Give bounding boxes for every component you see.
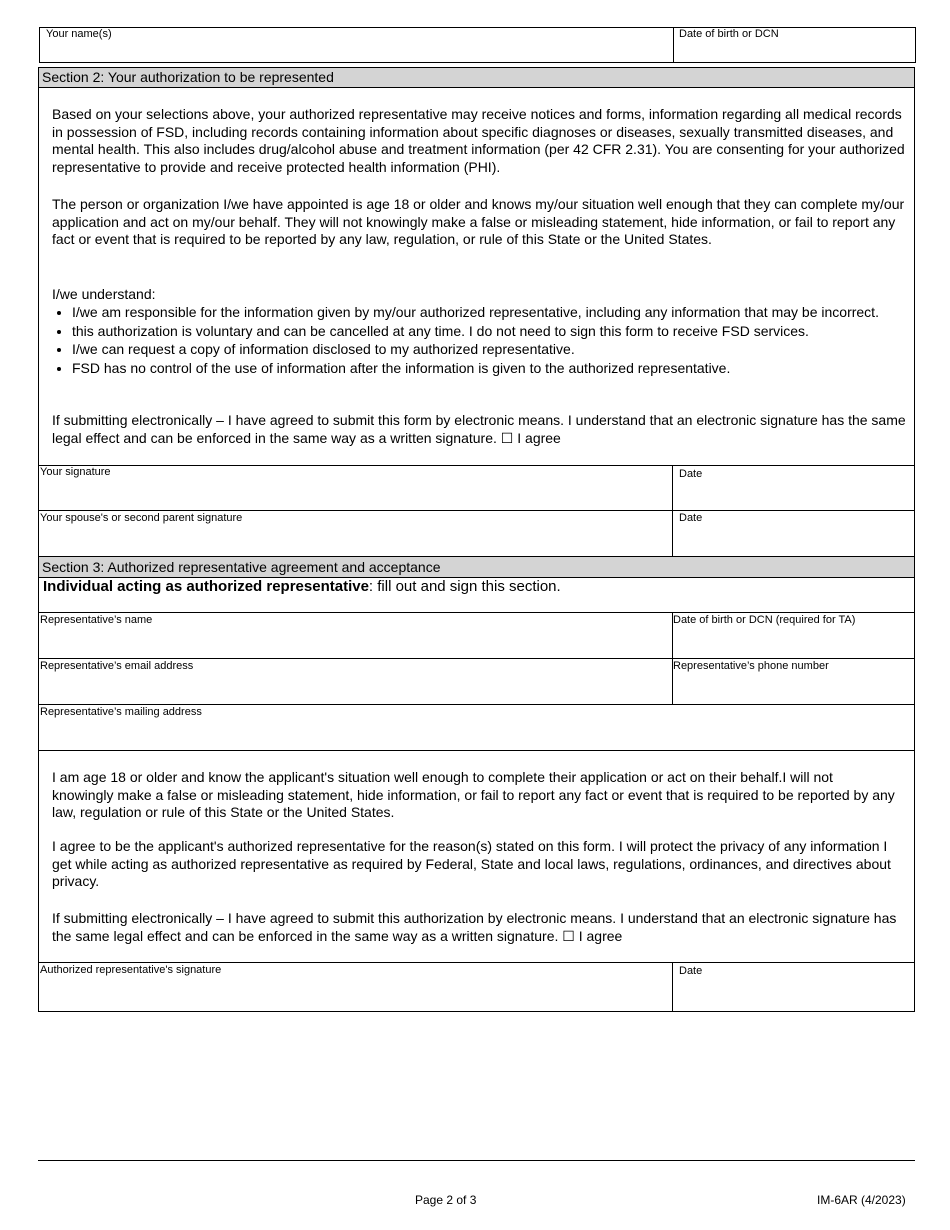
spouse-signature-label: Your spouse's or second parent signature [40, 512, 243, 524]
electronic-consent-text: If submitting electronically – I have agreed to submit this form by electronic means. I understand that an electronic signature has the same legal effect and can be enforced in the same way as a written signature. [52, 412, 906, 446]
your-signature-label: Your signature [40, 466, 111, 478]
section-2-paragraph-1: Based on your selections above, your authorized representative may receive notices and forms, information regarding all medical records in possession of FSD, including records containing information about specific diagnoses or diseases, sexually transmitted diseases, and mental health. This also includes drug/alcohol abuse and treatment information (per 42 CFR 2.31). You are consenting for your authorized representative to provide and receive protected health information (PHI). [52, 106, 905, 175]
ar-signature-field[interactable] [39, 977, 671, 1011]
list-item: • I/we can request a copy of information disclosed to my authorized representative. [72, 341, 930, 359]
section-2-paragraph-2: The person or organization I/we have appointed is age 18 or older and knows my/our situation well enough that they can complete my/our application and act on my/our behalf. They will not knowingly make a false or misleading statement, hide information, or fail to report any fact or event that is required to be reported by any law, regulation, or rule of this State or the United States. [52, 196, 905, 247]
rep-email-field[interactable] [39, 673, 671, 703]
list-item: • this authorization is voluntary and can be cancelled at any time. I do not need to sign this form to receive FSD services. [72, 323, 930, 341]
list-item: • FSD has no control of the use of information after the information is given to the authorized representative. [72, 360, 930, 378]
your-signature-field[interactable] [39, 479, 671, 509]
intro-rest: : fill out and sign this section. [368, 578, 561, 595]
section-3-electronic-consent [52, 910, 902, 945]
ar-date-label: Date [679, 965, 703, 977]
signature-row-divider [38, 510, 915, 511]
rep-dob-label: Date of birth or DCN (required for TA) [673, 614, 856, 626]
rep-name-label: Representative’s name [40, 614, 153, 626]
section-3-intro [43, 578, 561, 596]
rep-row-divider-1 [38, 658, 915, 659]
rep-dob-field[interactable] [673, 627, 914, 657]
section-3-paragraph-1: I am age 18 or older and know the applicant's situation well enough to complete their application or act on their behalf.I will not knowingly make a false or misleading statement, hide information, or fail to report any fact or event that is required to be reported by any law, regulation or rule of this State or the United States. [52, 769, 895, 820]
rep-row-divider-2 [38, 704, 915, 705]
spouse-signature-field[interactable] [39, 525, 671, 556]
rep-phone-label: Representative’s phone number [673, 660, 829, 672]
section-2-electronic-consent [52, 412, 914, 447]
rep-email-label: Representative’s email address [40, 660, 194, 672]
ar-signature-label: Authorized representative's signature [40, 964, 222, 976]
page-number: Page 2 of 3 [415, 1193, 477, 1207]
dob-field[interactable] [674, 40, 915, 62]
intro-bold: Individual acting as authorized representative [43, 578, 369, 595]
agree-label: I agree [517, 429, 561, 446]
signature-date-field[interactable] [673, 481, 914, 509]
your-name-label: Your name(s) [46, 28, 112, 40]
electronic-consent-text: If submitting electronically – I have agreed to submit this authorization by electronic means. I understand that an electronic signature has the same legal effect and can be enforced in the same way as a written signature. [52, 910, 897, 944]
spouse-date-field[interactable] [673, 525, 914, 556]
rep-address-label: Representative’s mailing address [40, 706, 202, 718]
rep-name-field[interactable] [39, 627, 671, 657]
section-3-header: Section 3: Authorized representative agreement and acceptance [38, 556, 915, 578]
ar-agree-checkbox[interactable]: ☐ [562, 927, 575, 944]
rep-phone-field[interactable] [673, 673, 914, 703]
form-id: IM-6AR (4/2023) [817, 1193, 906, 1207]
understand-list [52, 304, 930, 378]
spouse-date-label: Date [679, 512, 703, 524]
agree-checkbox[interactable]: ☐ [500, 429, 514, 446]
section-3-paragraph-2: I agree to be the applicant's authorized representative for the reason(s) stated on this form. I will protect the privacy of any information I get while acting as authorized representative as required by Federal, State and local laws, regulations, ordinances, and directives about privacy. [52, 838, 891, 889]
ar-agree-label: I agree [578, 927, 623, 944]
section-2-header: Section 2: Your authorization to be represented [38, 67, 915, 88]
dob-label: Date of birth or DCN [679, 28, 779, 40]
list-item: • I/we am responsible for the information given by my/our authorized representative, including any information that may be incorrect. [72, 304, 930, 322]
understand-heading: I/we understand: [52, 286, 156, 302]
signature-date-label: Date [679, 468, 703, 480]
ar-date-field[interactable] [673, 978, 914, 1011]
rep-address-field[interactable] [39, 719, 914, 750]
footer-rule [38, 1160, 915, 1161]
your-name-field[interactable] [40, 40, 672, 62]
